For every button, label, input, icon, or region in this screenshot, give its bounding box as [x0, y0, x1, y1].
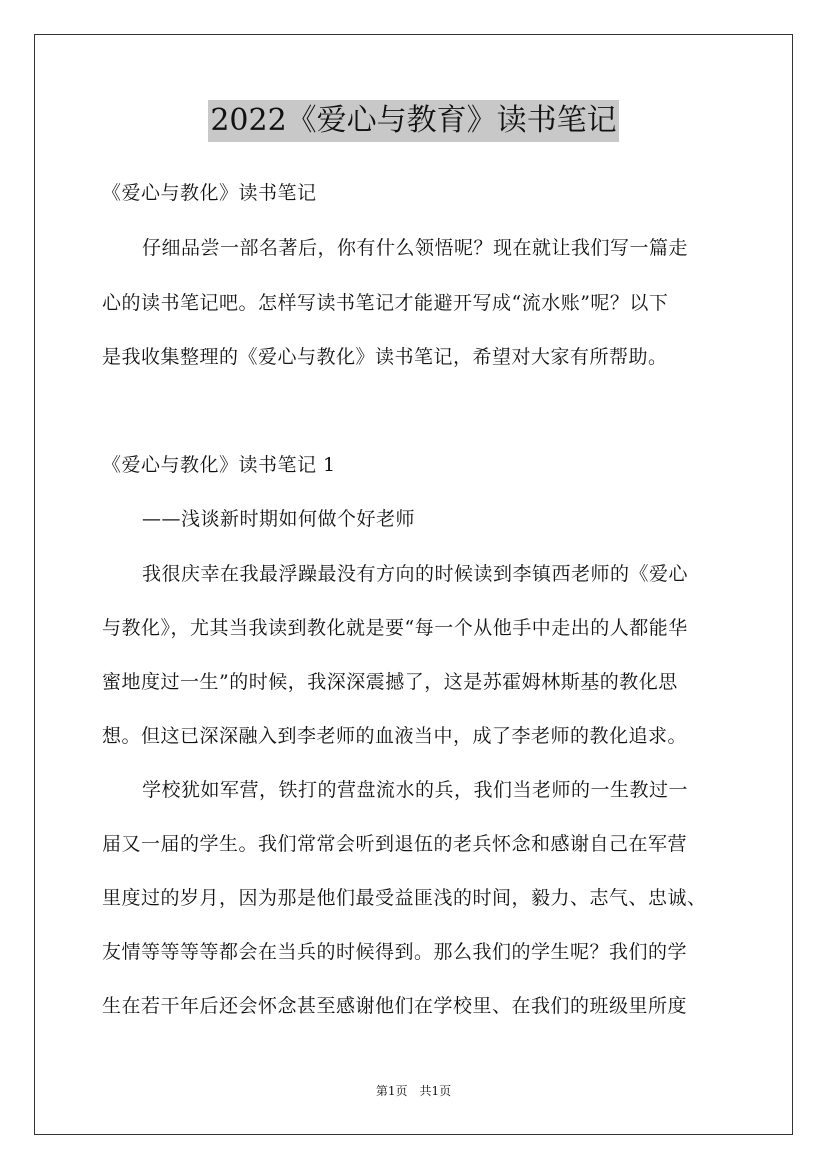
paragraph-line: 生在若干年后还会怀念甚至感谢他们在学校里、在我们的班级里所度 — [102, 995, 688, 1017]
paragraph-line: 与教化》，尤其当我读到教化就是要“每一个从他手中走出的人都能华 — [102, 617, 688, 639]
page-footer: 第1页 共1页 — [375, 1084, 452, 1098]
section-heading: 《爱心与教化》读书笔记 1 — [102, 454, 336, 476]
intro-line: 是我收集整理的《爱心与教化》读书笔记，希望对大家有所帮助。 — [102, 346, 668, 368]
paragraph-line: 学校犹如军营，铁打的营盘流水的兵，我们当老师的一生教过一 — [142, 779, 689, 801]
subtitle: 《爱心与教化》读书笔记 — [102, 182, 317, 204]
paragraph-line: 蜜地度过一生”的时候，我深深震撼了，这是苏霍姆林斯基的教化思 — [102, 671, 678, 693]
intro-line: 仔细品尝一部名著后，你有什么领悟呢？现在就让我们写一篇走 — [142, 237, 689, 259]
paragraph-line: 友情等等等等都会在当兵的时候得到。那么我们的学生呢？我们的学 — [102, 941, 688, 963]
document-title: 2022《爱心与教育》读书笔记 — [208, 100, 618, 142]
paragraph-line: 想。但这已深深融入到李老师的血液当中，成了李老师的教化追求。 — [102, 725, 688, 747]
paragraph-line: 届又一届的学生。我们常常会听到退伍的老兵怀念和感谢自己在军营 — [102, 833, 688, 855]
document-title-wrap — [0, 100, 827, 142]
paragraph-line: 里度过的岁月，因为那是他们最受益匪浅的时间，毅力、志气、忠诚、 — [102, 887, 707, 909]
section-subheading: ——浅谈新时期如何做个好老师 — [142, 508, 416, 530]
paragraph-line: 我很庆幸在我最浮躁最没有方向的时候读到李镇西老师的《爱心 — [142, 563, 689, 585]
intro-line: 心的读书笔记吧。怎样写读书笔记才能避开写成“流水账”呢？以下 — [102, 292, 669, 314]
